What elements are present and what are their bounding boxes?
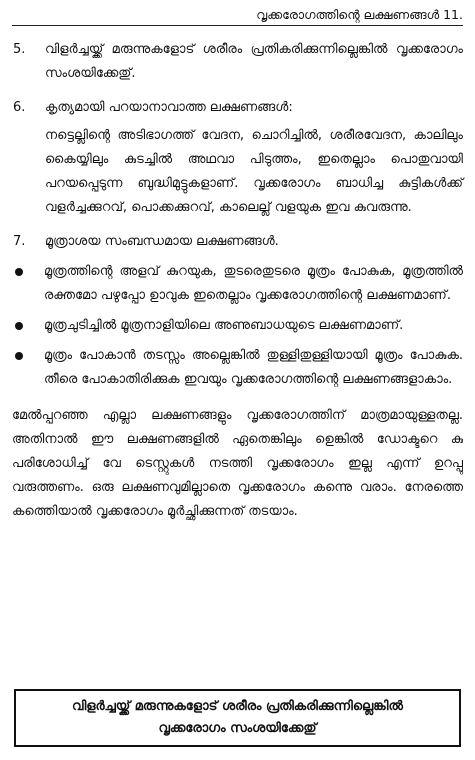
callout-line-1: വിളർച്ചയ്ക്ക് മരുന്നുകളോട് ശരീരം പ്രതികരിക്കുന്നില്ലെങ്കിൽ bbox=[72, 699, 403, 714]
header-divider bbox=[12, 25, 463, 26]
item-6-detail: നട്ടെല്ലിന്റെ അടിഭാഗത്ത് വേദന, ചൊറിച്ചിൽ, ശരീരവേദന, കാലിലും കൈയ്യിലും കുടച്ചിൽ അഥവാ പിടുത്തം, ഇതെല്ലാം പൊതുവായി പറയപ്പെടുന്ന ബുദ്ധിമുട്ടുകളാണ്. വൃക്കരോഗം ബാധിച്ച കുട്ടികൾക്ക് വളർച്ചക്കുറവ്, പൊക്കക്കുറവ്, കാലെല്ല് വളയുക ഇവ കുവരുന്നു. bbox=[45, 128, 463, 215]
running-title: വൃക്കരോഗത്തിന്റെ ലക്ഷണങ്ങൾ bbox=[256, 7, 440, 22]
running-header bbox=[14, 6, 463, 24]
bullet-dot-icon bbox=[12, 314, 44, 338]
bullet-text: മൂത്രചുടിച്ചിൽ മൂത്രനാളിയിലെ അണുബാധയുടെ ലക്ഷണമാണ്. bbox=[44, 318, 404, 333]
item-text: കൃത്യമായി പറയാനാവാത്ത ലക്ഷണങ്ങൾ: bbox=[45, 100, 293, 115]
list-item-6 bbox=[12, 96, 463, 120]
item-number: 5. bbox=[13, 42, 26, 57]
list-item-5 bbox=[12, 38, 463, 86]
bullet-text: മൂത്രം പോകാൻ തടസ്സം അല്ലെങ്കിൽ തുള്ളിതുള്ളിയായി മൂത്രം പോകുക. തീരെ പോകാതിരിക്കുക ഇവയും വൃക്കരോഗത്തിന്റെ ലക്ഷണങ്ങളാകാം. bbox=[44, 348, 463, 387]
callout-line-2: വൃക്കരോഗം സംശയിക്കേതു് bbox=[158, 721, 317, 736]
page-body bbox=[12, 38, 463, 524]
callout-box bbox=[14, 689, 461, 747]
bullet-item bbox=[12, 344, 463, 392]
closing-paragraph: മേൽപ്പറഞ്ഞ എല്ലാ ലക്ഷണങ്ങളും വൃക്കരോഗത്തിന് മാത്രമായുള്ളതല്ല. അതിനാൽ ഈ ലക്ഷണങ്ങളിൽ ഏതെങ്കിലും ഉെങ്കിൽ ഡോക്ടറെ കു പരിശോധിച്ച് വേ ടെസ്റ്റുകൾ നടത്തി വൃക്കരോഗം ഇല്ല എന്ന് ഉറപ്പു വരുത്തണം. ഒരു ലക്ഷണവുമില്ലാതെ വൃക്കരോഗം കന്നെു വരാം. നേരത്തെ കത്തെിയാൽ വൃക്കരോഗം മൂർച്ഛിക്കുന്നത് തടയാം. bbox=[12, 408, 463, 519]
item-number: 7. bbox=[13, 234, 26, 249]
page-number: 11. bbox=[443, 7, 463, 22]
bullet-dot-icon bbox=[12, 344, 44, 392]
list-item-7 bbox=[12, 230, 463, 254]
bullet-text: മൂത്രത്തിന്റെ അളവ് കുറയുക, തുടരെതുടരെ മൂത്രം പോകുക, മൂത്രത്തിൽ രക്തമോ പഴുപ്പോ ഉാവുക ഇതെല്ലാം വൃക്കരോഗത്തിന്റെ ലക്ഷണമാണ്. bbox=[44, 264, 463, 303]
bullet-item bbox=[12, 260, 463, 308]
item-text: വിളർച്ചയ്ക്ക് മരുന്നുകളോട് ശരീരം പ്രതികരിക്കുന്നില്ലെങ്കിൽ വൃക്കരോഗം സംശയിക്കേതു്. bbox=[45, 42, 463, 81]
bullet-dot-icon bbox=[12, 260, 44, 308]
item-text: മൂത്രാശയ സംബന്ധമായ ലക്ഷണങ്ങൾ. bbox=[45, 234, 279, 249]
bullet-item bbox=[12, 314, 463, 338]
item-number: 6. bbox=[13, 100, 26, 115]
